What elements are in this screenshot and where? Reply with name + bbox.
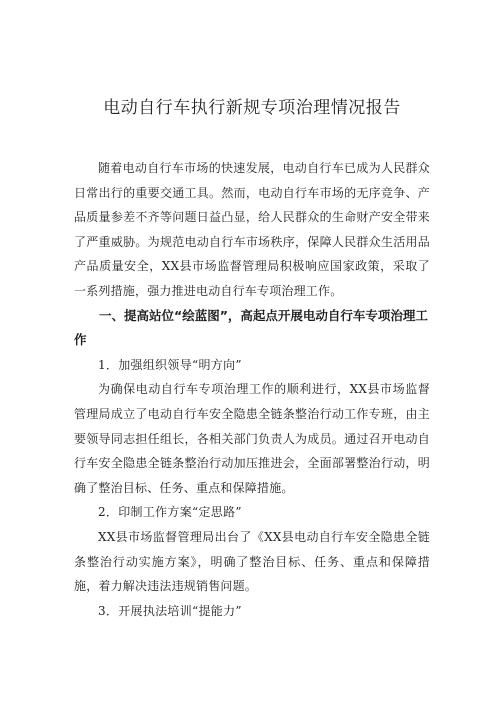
- intro-paragraph: 随着电动自行车市场的快速发展，电动自行车已成为人民群众日常出行的重要交通工具。然而，电动自行车市场的无序竞争、产品质量参差不齐等问题日益凸显，给人民群众的生命财产安全带来了严重威胁。为规范电动自行车市场秩序，保障人民群众生活用品产品质量安全，XX县市场监督管理局积极响应国家政策，采取了一系列措施，强力推进电动自行车专项治理工作。: [74, 161, 430, 298]
- item-1-heading: 1．加强组织领导“明方向”: [98, 357, 242, 372]
- document-title: 电动自行车执行新规专项治理情况报告: [103, 98, 401, 118]
- item-2-heading: 2．印制工作方案“定思路”: [98, 505, 242, 520]
- item-3-heading: 3．开展执法培训“提能力”: [98, 603, 242, 618]
- section-1-heading: 一、提高站位“绘蓝图”，高起点开展电动自行车专项治理工作: [74, 307, 428, 348]
- item-2-body: XX县市场监督管理局出台了《XX县电动自行车安全隐患全链条整治行动实施方案》，明确了整治目标、任务、重点和保障措施，着力解决违法违规销售问题。: [74, 529, 430, 594]
- item-1-body: 为确保电动自行车专项治理工作的顺利进行，XX县市场监督管理局成立了电动自行车安全隐患全链条整治行动工作专班，由主要领导同志担任组长，各相关部门负责人为成员。通过召开电动自行车安全隐患全链条整治行动加压推进会，全面部署整治行动，明确了整治目标、任务、重点和保障措施。: [74, 382, 430, 495]
